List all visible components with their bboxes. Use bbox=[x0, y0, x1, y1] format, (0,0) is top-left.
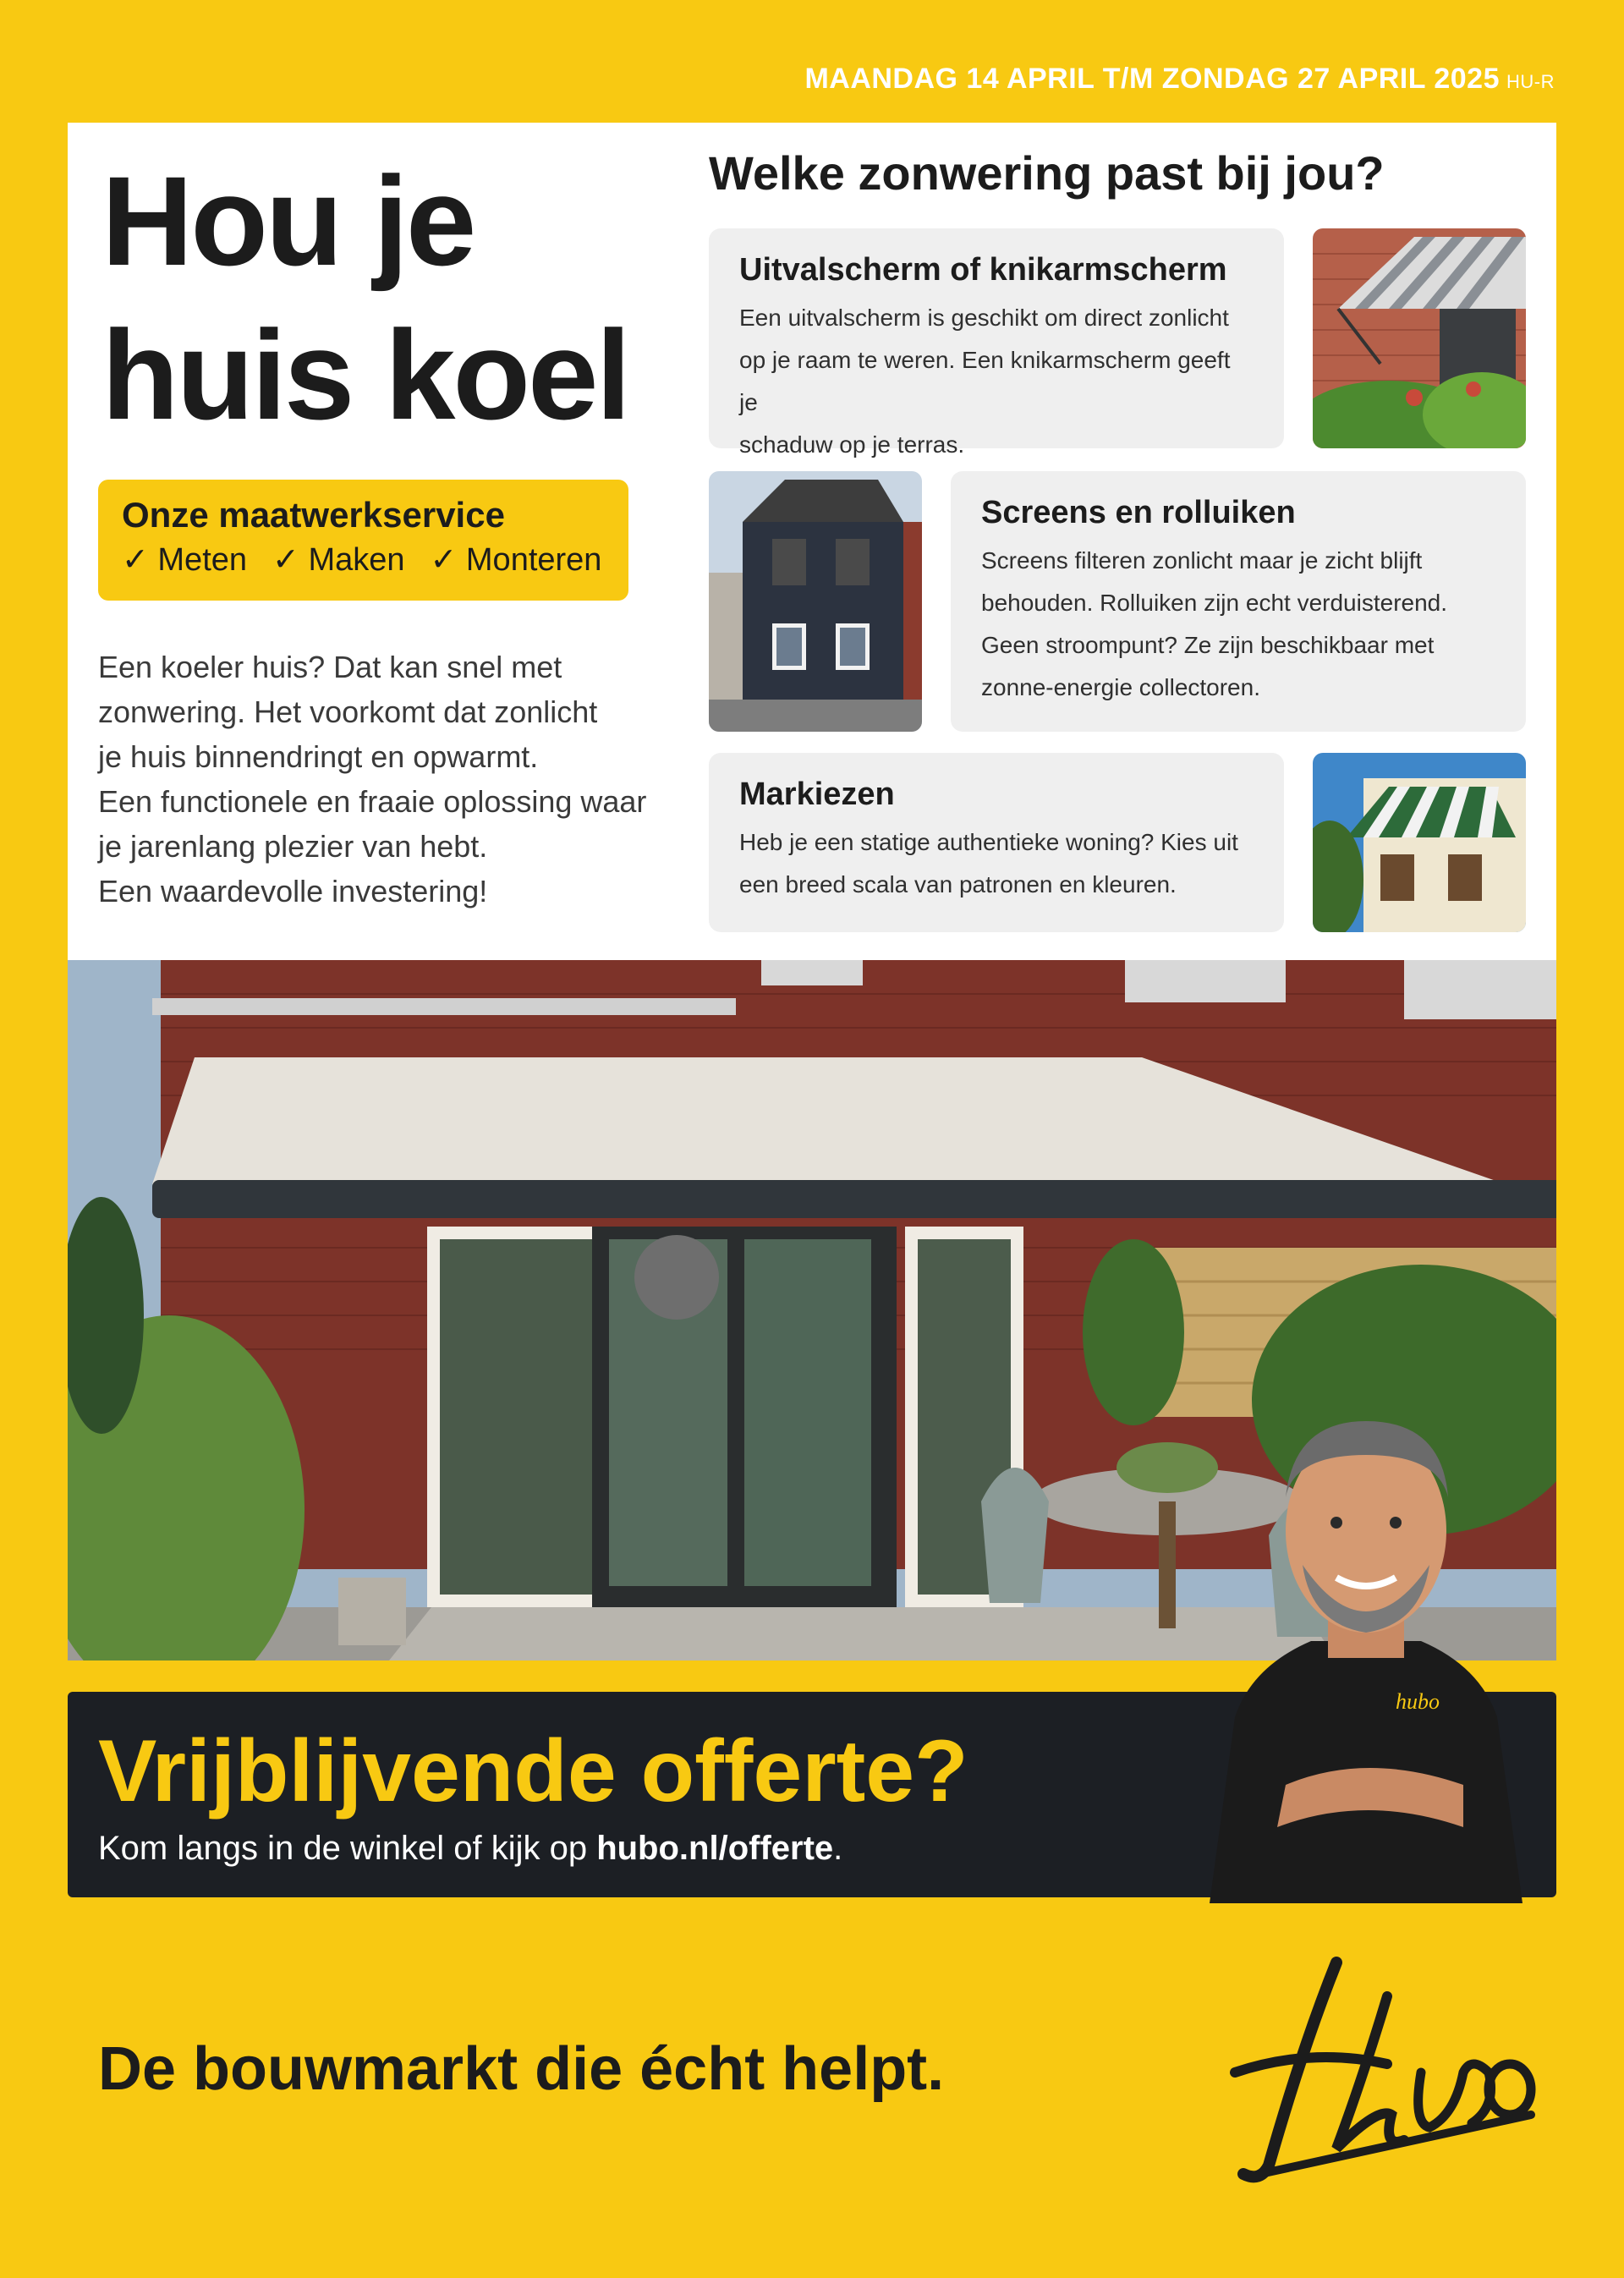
card-line: Heb je een statige authentieke woning? Kies uit bbox=[739, 829, 1238, 855]
card-line: schaduw op je terras. bbox=[739, 431, 965, 458]
page-title bbox=[102, 144, 628, 452]
service-step-mount: ✓ Monteren bbox=[431, 541, 602, 579]
quote-sub-prefix: Kom langs in de winkel of kijk op bbox=[98, 1830, 597, 1867]
markies-photo bbox=[1313, 753, 1526, 932]
intro-line: je huis binnendringt en opwarmt. bbox=[98, 739, 539, 774]
card-title: Markiezen bbox=[739, 777, 895, 812]
card-text bbox=[981, 540, 1495, 709]
card-line: Een uitvalscherm is geschikt om direct zonlicht bbox=[739, 305, 1229, 331]
date-range-text: MAANDAG 14 APRIL T/M ZONDAG 27 APRIL 2025 bbox=[804, 63, 1500, 95]
quote-subtitle bbox=[98, 1830, 842, 1868]
intro-line: Een waardevolle investering! bbox=[98, 874, 488, 908]
card-line: behouden. Rolluiken zijn echt verduisterend. bbox=[981, 590, 1448, 616]
card-markiezen bbox=[709, 753, 1284, 932]
service-title: Onze maatwerkservice bbox=[122, 495, 505, 535]
card-line: zonne-energie collectoren. bbox=[981, 674, 1260, 700]
card-line: Geen stroompunt? Ze zijn beschikbaar met bbox=[981, 632, 1435, 658]
service-step-measure: ✓ Meten bbox=[122, 541, 247, 579]
service-box bbox=[98, 480, 628, 601]
awning-photo bbox=[1313, 228, 1526, 448]
card-text bbox=[739, 821, 1254, 906]
card-line: op je raam te weren. Een knikarmscherm geeft je bbox=[739, 347, 1231, 415]
quote-link[interactable]: hubo.nl/offerte bbox=[596, 1830, 834, 1867]
hubo-logo bbox=[1210, 1946, 1548, 2199]
promo-date-range bbox=[804, 63, 1555, 96]
quote-sub-suffix: . bbox=[833, 1830, 843, 1867]
section-heading: Welke zonwering past bij jou? bbox=[709, 146, 1385, 200]
card-awning bbox=[709, 228, 1284, 458]
region-code: HU-R bbox=[1506, 71, 1555, 92]
card-title: Screens en rolluiken bbox=[981, 495, 1296, 530]
brand-tagline: De bouwmarkt die écht helpt. bbox=[98, 2035, 945, 2103]
service-step-make: ✓ Maken bbox=[272, 541, 404, 579]
card-title: Uitvalscherm of knikarmscherm bbox=[739, 252, 1227, 288]
quote-title: Vrijblijvende offerte? bbox=[98, 1722, 968, 1820]
svg-text:hubo: hubo bbox=[1396, 1689, 1440, 1714]
card-line: een breed scala van patronen en kleuren. bbox=[739, 871, 1177, 897]
intro-line: zonwering. Het voorkomt dat zonlicht bbox=[98, 694, 598, 729]
card-text bbox=[739, 297, 1254, 466]
card-screens bbox=[951, 471, 1526, 732]
staff-portrait bbox=[1184, 1387, 1548, 1903]
title-line-1: Hou je bbox=[102, 150, 475, 292]
title-line-2: huis koel bbox=[102, 304, 629, 446]
intro-text bbox=[98, 645, 673, 914]
card-line: Screens filteren zonlicht maar je zicht blijft bbox=[981, 547, 1423, 574]
intro-line: Een functionele en fraaie oplossing waar bbox=[98, 784, 647, 819]
intro-line: je jarenlang plezier van hebt. bbox=[98, 829, 488, 864]
house-shutters-photo bbox=[709, 471, 922, 732]
service-steps bbox=[122, 541, 605, 579]
intro-line: Een koeler huis? Dat kan snel met bbox=[98, 650, 562, 684]
